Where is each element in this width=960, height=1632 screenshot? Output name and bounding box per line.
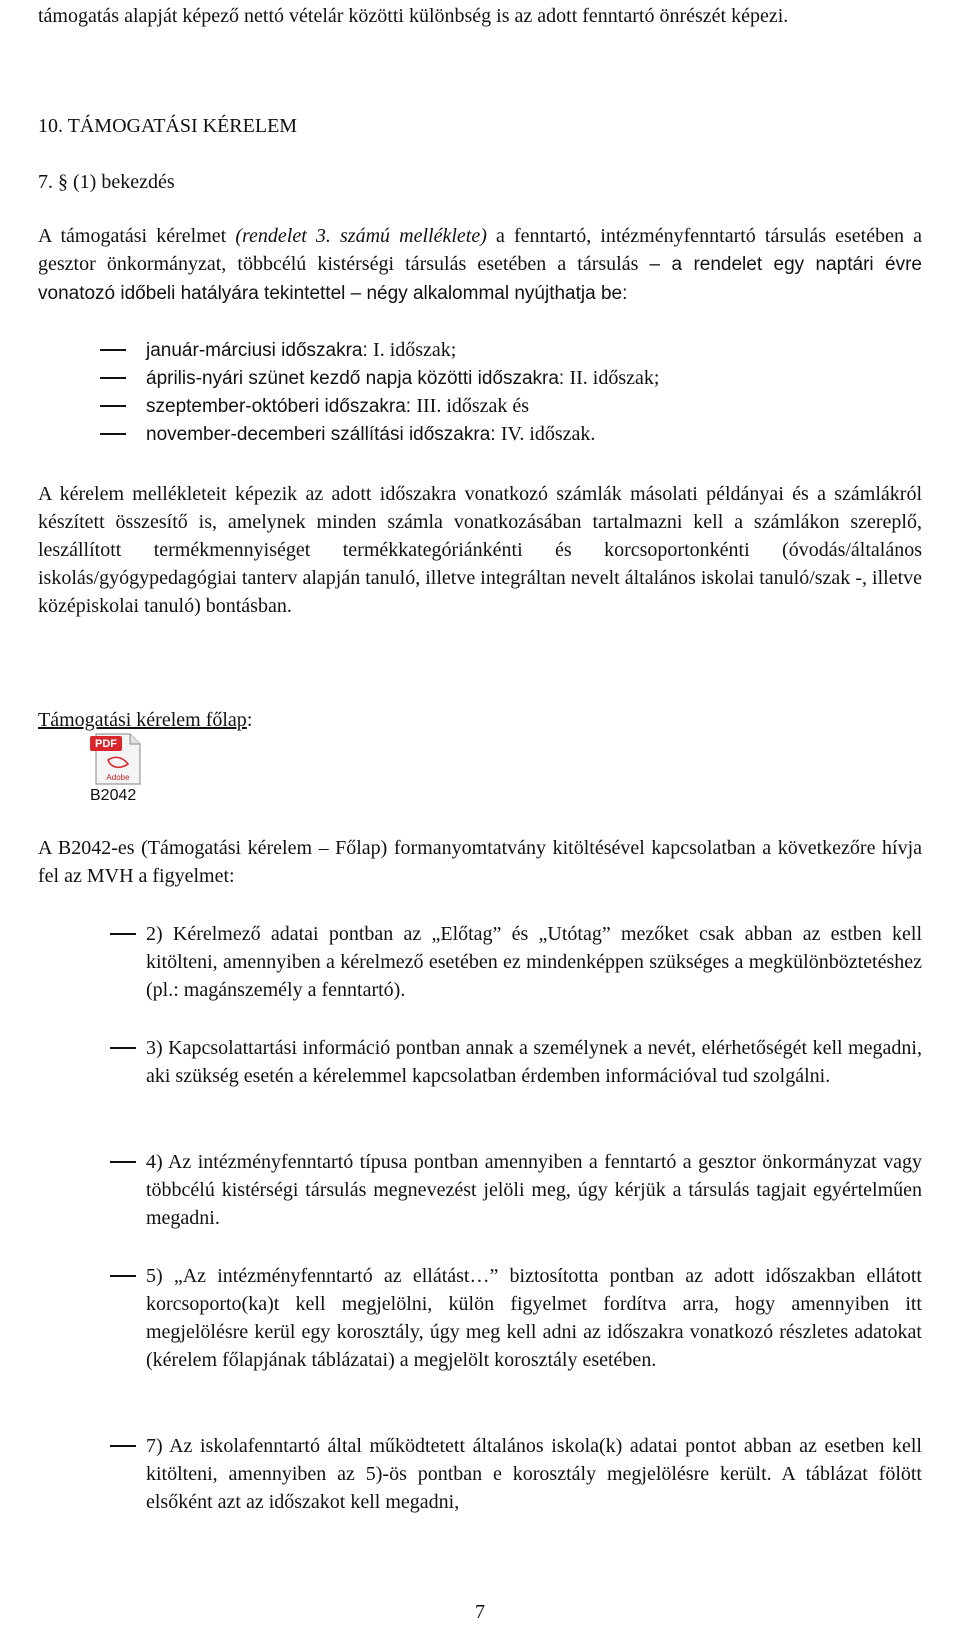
period-list	[100, 336, 920, 448]
cover-sheet-link[interactable]: Támogatási kérelem főlap	[38, 709, 247, 731]
dash-bullet-icon	[100, 377, 126, 379]
para-start: A támogatási kérelmet	[38, 225, 236, 247]
note-item: 7) Az iskolafenntartó által működtetett általános iskola(k) adatai pontot abban az esetben kell kitölteni, amennyiben az 5)-ös pontban e korosztály megjelölésre került. A táblázat fölött elsőként azt az időszakot kell megadni,	[110, 1432, 922, 1516]
dash-bullet-icon	[100, 433, 126, 435]
note-item: 2) Kérelmező adatai pontban az „Előtag” és „Utótag” mezőket csak abban az estben kell kitölteni, amennyiben a kérelmező esetében ez mindenképpen szükséges a megkülönböztetéshez (pl.: magánszemély a fenntartó).	[110, 920, 922, 1004]
para-rest: a fenntartó, intézményfenntartó társulás esetében a gesztor önkormányzat, többcélú kistérségi társulás esetében a társulás	[38, 225, 922, 275]
dash-bullet-icon	[110, 1275, 136, 1277]
pdf-brand-text: Adobe	[106, 773, 130, 782]
period-item: november-decemberi szállítási időszakra: IV. időszak.	[100, 420, 920, 448]
note-item: 4) Az intézményfenntartó típusa pontban amennyiben a fenntartó a gesztor önkormányzat vagy többcélú kistérségi társulás megnevezést jelöli meg, úgy kérjük a társulás tagjait egyértelműen megadni.	[110, 1148, 922, 1232]
intro-paragraph: támogatás alapját képező nettó vételár közötti különbség is az adott fenntartó önrészét képezi.	[38, 5, 789, 27]
dash-bullet-icon	[110, 1161, 136, 1163]
para-sans-part: – a rendelet egy naptári évre vonatozó időbeli hatályára tekintettel – négy alkalommal nyújthatja be:	[38, 254, 922, 304]
section-paragraph	[38, 222, 922, 308]
pdf-file-icon[interactable]	[88, 730, 148, 786]
dash-bullet-icon	[110, 1047, 136, 1049]
period-item: április-nyári szünet kezdő napja közötti időszakra: II. időszak;	[100, 364, 920, 392]
dash-bullet-icon	[100, 405, 126, 407]
note-item: 3) Kapcsolattartási információ pontban annak a személynek a nevét, elérhetőségét kell megadni, aki szükség esetén a kérelemmel kapcsolatban érdemben információval tud szolgálni.	[110, 1034, 922, 1090]
notice-intro: A B2042-es (Támogatási kérelem – Főlap) formanyomtatvány kitöltésével kapcsolatban a következőre hívja fel az MVH a figyelmet:	[38, 837, 922, 887]
para-italic-reference: (rendelet 3. számú melléklete)	[235, 225, 487, 247]
period-item: szeptember-októberi időszakra: III. időszak és	[100, 392, 920, 420]
note-item: 5) „Az intézményfenntartó az ellátást…” biztosította pontban az adott időszakban ellátott korcsoporto(ka)t kell megjelölni, külön figyelmet fordítva arra, hogy amennyiben itt megjelölésre kerül egy korosztály, úgy meg kell adni az időszakra vonatkozó részletes adatokat (kérelem főlapjának táblázatai) a megjelölt korosztály esetében.	[110, 1262, 922, 1374]
section-subheading: 7. § (1) bekezdés	[38, 171, 175, 193]
page-number: 7	[475, 1601, 485, 1623]
section-heading: 10. TÁMOGATÁSI KÉRELEM	[38, 115, 298, 137]
cover-link-line: Támogatási kérelem főlap:	[38, 709, 253, 731]
attachments-paragraph: A kérelem mellékleteit képezik az adott időszakra vonatkozó számlák másolati példányai és a számlákról készített összesítő is, amelynek minden számla vonatkozásában tartalmazni kell a számlákon szereplő, leszállított termékmennyiséget termékkategóriánkénti és korcsoportonkénti (óvodás/általános iskolás/gyógypedagógiai tanterv alapján tanuló, illetve integráltan nevelt általános iskolai tanuló/szak -, illetve középiskolai tanuló) bontásban.	[38, 483, 922, 617]
dash-bullet-icon	[110, 933, 136, 935]
dash-bullet-icon	[110, 1445, 136, 1447]
pdf-caption[interactable]: B2042	[90, 787, 137, 804]
period-item: január-márciusi időszakra: I. időszak;	[100, 336, 920, 364]
pdf-badge-text: PDF	[95, 738, 117, 750]
dash-bullet-icon	[100, 349, 126, 351]
